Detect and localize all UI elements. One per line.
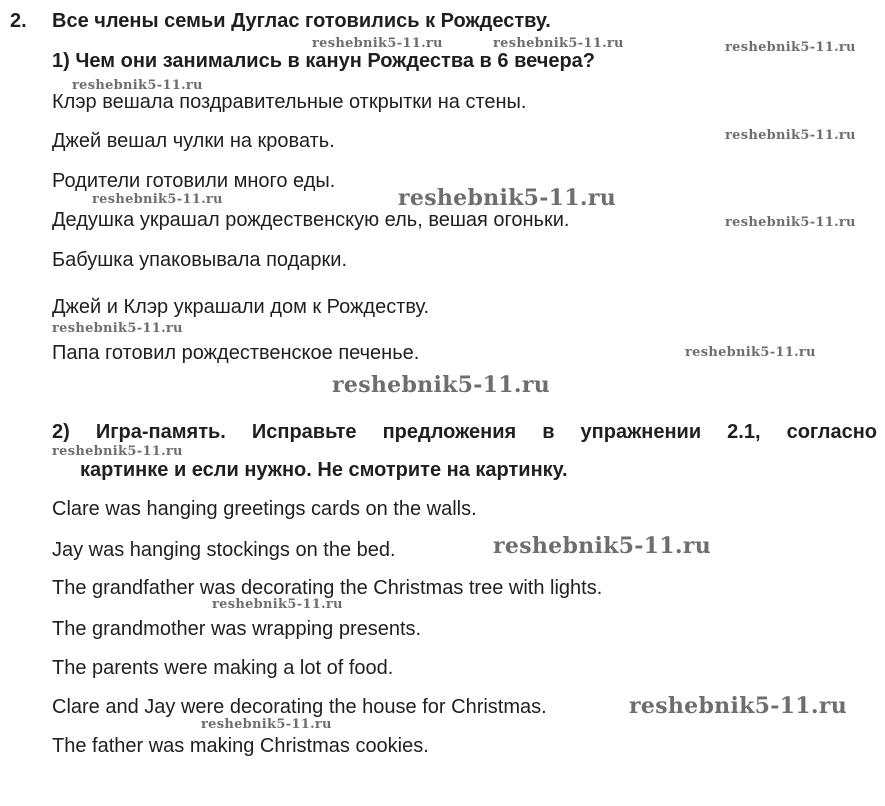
part2-answer: The grandfather was decorating the Christmas tree with lights. [52, 577, 603, 599]
part1-answer: Клэр вешала поздравительные открытки на стены. [52, 91, 527, 113]
watermark: reshebnik5-11.ru [212, 597, 343, 612]
watermark: reshebnik5-11.ru [52, 321, 183, 336]
part1-answer: Дедушка украшал рождественскую ель, вешая огоньки. [52, 209, 570, 231]
watermark: reshebnik5-11.ru [201, 717, 332, 732]
part2-answer: The father was making Christmas cookies. [52, 735, 429, 757]
part1-answer: Джей и Клэр украшали дом к Рождеству. [52, 296, 430, 318]
exercise-title: Все члены семьи Дуглас готовились к Рождеству. [52, 10, 551, 32]
watermark: reshebnik5-11.ru [92, 192, 223, 207]
part2-question-line1: 2) Игра-память. Исправьте предложения в упражнении 2.1, согласно [52, 421, 877, 443]
part1-answer: Джей вешал чулки на кровать. [52, 130, 335, 152]
part1-answer: Бабушка упаковывала подарки. [52, 249, 348, 271]
watermark: reshebnik5-11.ru [685, 345, 816, 360]
part1-answer: Папа готовил рождественское печенье. [52, 342, 420, 364]
part2-answer: The grandmother was wrapping presents. [52, 618, 422, 640]
exercise-number: 2. [10, 10, 27, 32]
watermark: reshebnik5-11.ru [629, 693, 848, 719]
watermark: reshebnik5-11.ru [725, 40, 856, 55]
part2-answer: Clare was hanging greetings cards on the walls. [52, 498, 477, 520]
watermark: reshebnik5-11.ru [332, 372, 551, 398]
watermark: reshebnik5-11.ru [398, 185, 617, 211]
watermark: reshebnik5-11.ru [72, 78, 203, 93]
watermark: reshebnik5-11.ru [493, 533, 712, 559]
part1-question: 1) Чем они занимались в канун Рождества в 6 вечера? [52, 50, 596, 72]
part2-answer: Jay was hanging stockings on the bed. [52, 539, 396, 561]
watermark: reshebnik5-11.ru [725, 128, 856, 143]
part2-question-line2: картинке и если нужно. Не смотрите на картинку. [80, 459, 568, 481]
watermark: reshebnik5-11.ru [493, 36, 624, 51]
watermark: reshebnik5-11.ru [725, 215, 856, 230]
watermark: reshebnik5-11.ru [52, 444, 183, 459]
part2-answer: The parents were making a lot of food. [52, 657, 394, 679]
part2-answer: Clare and Jay were decorating the house for Christmas. [52, 696, 547, 718]
watermark: reshebnik5-11.ru [312, 36, 443, 51]
part1-answer: Родители готовили много еды. [52, 170, 336, 192]
